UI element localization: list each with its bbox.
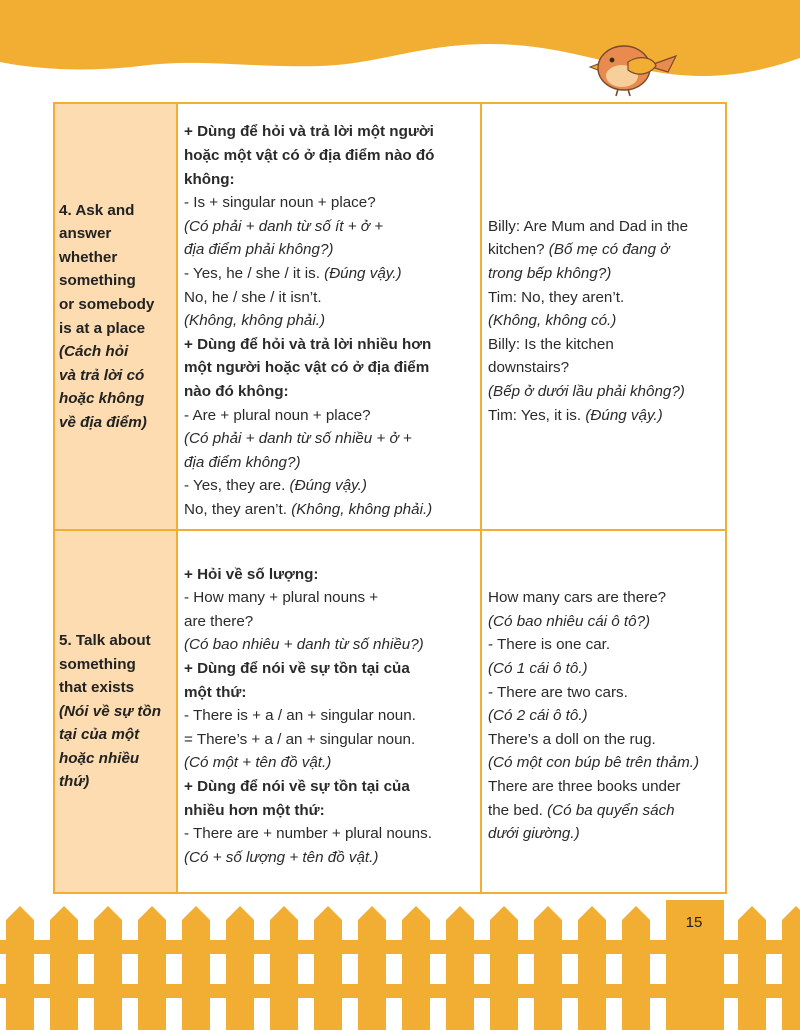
topic-line: 4. Ask and [59, 201, 135, 219]
line-text: No, they aren’t. [184, 500, 287, 518]
text-line [488, 657, 719, 681]
line-text: (Không, không có.) [488, 312, 617, 330]
line-text: (Có phải + danh từ số nhiều + ở + [184, 430, 412, 448]
example-cell [481, 103, 726, 530]
line-text: Tim: No, they aren’t. [488, 288, 625, 306]
text-line [488, 728, 719, 752]
text-line [184, 333, 474, 357]
line-text: + Dùng để hỏi và trả lời nhiều hơn [184, 335, 432, 353]
text-line [488, 586, 719, 610]
line-text: nào đó không: [184, 382, 289, 400]
topic-vi-line: hoặc không [59, 390, 145, 408]
line-text: - How many + plural nouns + [184, 589, 379, 607]
text-line [488, 704, 719, 728]
topic-line: something [59, 655, 136, 673]
topic-line: is at a place [59, 319, 146, 337]
text-line [184, 380, 474, 404]
line-text: - There are two cars. [488, 683, 628, 701]
line-text: địa điểm không?) [184, 453, 301, 471]
text-line [488, 633, 719, 657]
topic-cell [54, 103, 177, 530]
text-line [184, 144, 474, 168]
line-text: There are three books under [488, 777, 681, 795]
line-text: There’s a doll on the rug. [488, 730, 656, 748]
text-line [488, 309, 719, 333]
line-text: - Are + plural noun + place? [184, 406, 371, 424]
text-line [488, 286, 719, 310]
header-wave [0, 0, 800, 110]
line-text: (Có một + tên đồ vật.) [184, 754, 332, 772]
line-text: Billy: Is the kitchen [488, 335, 614, 353]
line-text: nhiều hơn một thứ: [184, 801, 325, 819]
line-text: the bed. [488, 801, 543, 819]
line-text: = There’s + a / an + singular noun. [184, 730, 416, 748]
line-text: kitchen? [488, 241, 545, 259]
line-text: How many cars are there? [488, 589, 667, 607]
topic-vi-line: (Cách hỏi [59, 343, 129, 361]
line-translation: (Không, không phải.) [287, 500, 433, 518]
line-translation: (Đúng vậy.) [319, 265, 402, 283]
line-text: + Dùng để nói về sự tồn tại của [184, 660, 410, 678]
line-text: + Dùng để hỏi và trả lời một người [184, 123, 434, 141]
topic-line: answer [59, 225, 112, 243]
line-text: + Hỏi về số lượng: [184, 565, 319, 583]
line-text: - Is + singular noun + place? [184, 194, 376, 212]
rule-cell [177, 530, 481, 893]
line-text: địa điểm phải không?) [184, 241, 334, 259]
line-text: (Có + số lượng + tên đồ vật.) [184, 848, 379, 866]
text-line [184, 309, 474, 333]
text-line [488, 822, 719, 846]
topic-vi-line: và trả lời có [59, 366, 145, 384]
line-text: một thứ: [184, 683, 247, 701]
example-cell [481, 530, 726, 893]
line-text: không: [184, 170, 235, 188]
topic-line: whether [59, 248, 118, 266]
text-line [184, 633, 474, 657]
text-line [184, 191, 474, 215]
line-text: một người hoặc vật có ở địa điểm [184, 359, 430, 377]
line-text: trong bếp không?) [488, 265, 612, 283]
line-text: - Yes, he / she / it is. [184, 265, 320, 283]
bird-icon [588, 36, 680, 98]
topic-vi-line: thứ) [59, 773, 90, 791]
topic-vi-line: về địa điểm) [59, 413, 147, 431]
line-translation: (Bố mẹ có đang ở [544, 241, 670, 259]
topic-line: or somebody [59, 295, 155, 313]
text-line [184, 120, 474, 144]
text-line [184, 238, 474, 262]
text-line [184, 356, 474, 380]
grammar-table [53, 102, 727, 894]
text-line [488, 262, 719, 286]
text-line [184, 427, 474, 451]
topic-line: something [59, 272, 136, 290]
text-line [488, 681, 719, 705]
text-line [488, 775, 719, 799]
text-line [184, 168, 474, 192]
line-translation: (Đúng vậy.) [581, 406, 663, 424]
line-text: Tim: Yes, it is. [488, 406, 582, 424]
line-text: (Bếp ở dưới lầu phải không?) [488, 382, 685, 400]
topic-vi-line: tại của một [59, 726, 140, 744]
text-line [184, 728, 474, 752]
line-text: (Có 1 cái ô tô.) [488, 660, 588, 678]
text-line [184, 498, 474, 522]
text-line [184, 775, 474, 799]
page-number: 15 [685, 914, 703, 931]
text-line [488, 380, 719, 404]
text-line [184, 657, 474, 681]
line-text: (Có 2 cái ô tô.) [488, 707, 588, 725]
text-line [184, 215, 474, 239]
text-line [488, 610, 719, 634]
text-line [184, 563, 474, 587]
topic-line: 5. Talk about [59, 631, 151, 649]
line-text: - There are + number + plural nouns. [184, 825, 432, 843]
text-line [184, 404, 474, 428]
line-translation: (Có ba quyển sách [542, 801, 675, 819]
text-line [488, 799, 719, 823]
text-line [184, 704, 474, 728]
topic-vi-line: hoặc nhiều [59, 749, 140, 767]
text-line [184, 610, 474, 634]
text-line [488, 215, 719, 239]
text-line [184, 822, 474, 846]
line-text: downstairs? [488, 359, 570, 377]
line-text: (Không, không phải.) [184, 312, 326, 330]
text-line [488, 751, 719, 775]
text-line [184, 799, 474, 823]
text-line [184, 451, 474, 475]
line-text: - Yes, they are. [184, 477, 286, 495]
table-row [54, 530, 726, 893]
text-line [184, 286, 474, 310]
line-text: + Dùng để nói về sự tồn tại của [184, 777, 410, 795]
rule-cell [177, 103, 481, 530]
line-text: - There is one car. [488, 636, 611, 654]
topic-cell [54, 530, 177, 893]
line-text: Billy: Are Mum and Dad in the [488, 217, 689, 235]
line-text: (Có bao nhiêu + danh từ số nhiều?) [184, 636, 424, 654]
text-line [488, 238, 719, 262]
line-text: hoặc một vật có ở địa điểm nào đó [184, 147, 435, 165]
topic-line: that exists [59, 679, 135, 697]
text-line [184, 586, 474, 610]
text-line [488, 356, 719, 380]
line-text: (Có phải + danh từ số ít + ở + [184, 217, 384, 235]
text-line [488, 404, 719, 428]
line-text: are there? [184, 612, 254, 630]
line-translation: (Đúng vậy.) [285, 477, 367, 495]
topic-vi-line: (Nói về sự tồn [59, 702, 161, 720]
line-text: dưới giường.) [488, 825, 580, 843]
line-text: (Có bao nhiêu cái ô tô?) [488, 612, 651, 630]
line-text: (Có một con búp bê trên thảm.) [488, 754, 700, 772]
text-line [184, 751, 474, 775]
table-row [54, 103, 726, 530]
line-text: No, he / she / it isn’t. [184, 288, 322, 306]
text-line [184, 681, 474, 705]
text-line [184, 474, 474, 498]
text-line [488, 333, 719, 357]
text-line [184, 262, 474, 286]
text-line [184, 846, 474, 870]
line-text: - There is + a / an + singular noun. [184, 707, 416, 725]
